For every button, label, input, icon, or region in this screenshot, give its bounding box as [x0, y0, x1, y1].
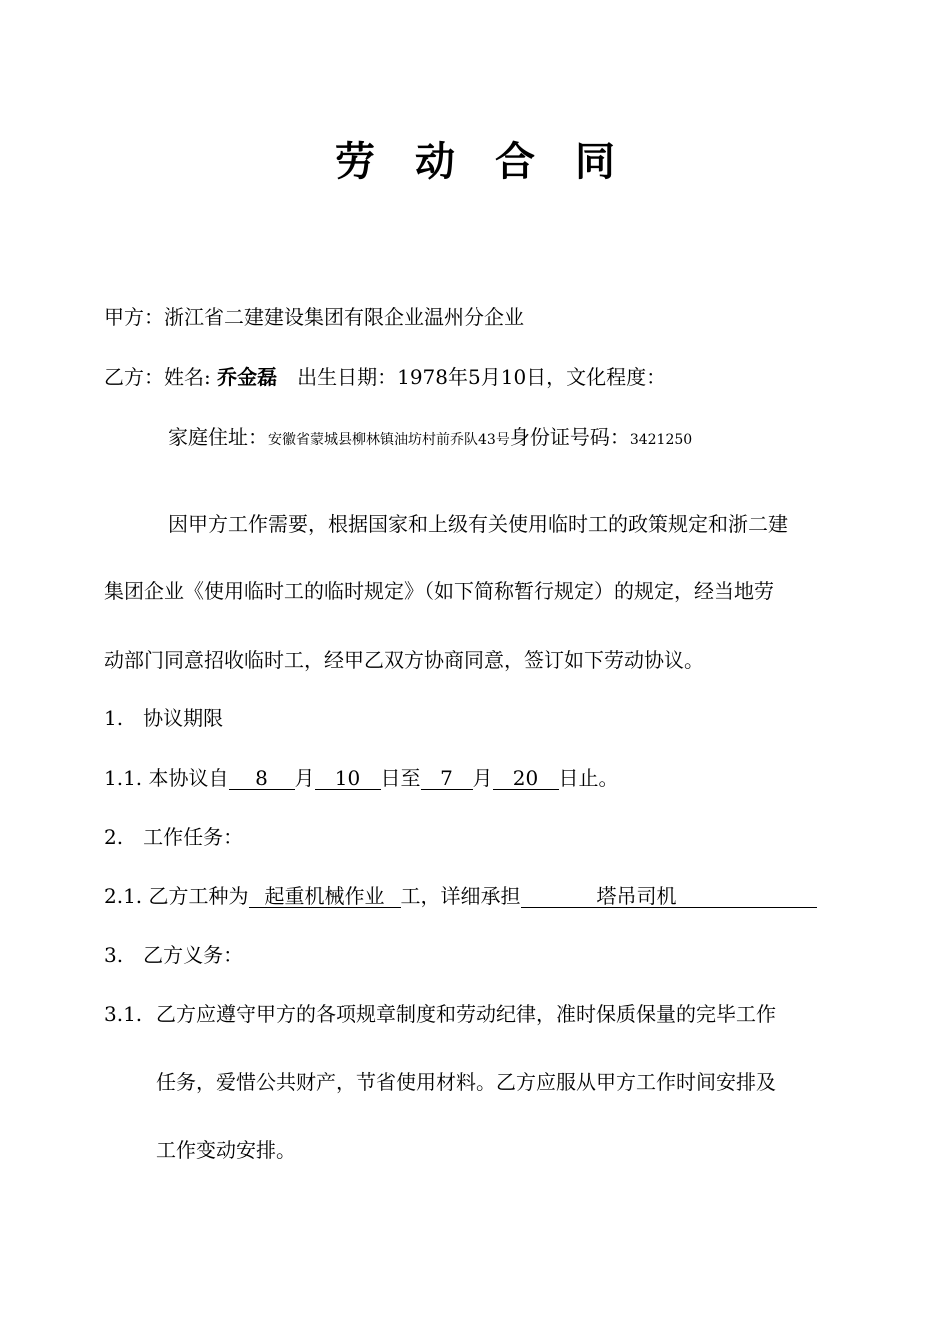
- party-b-birth: 出生日期：1978年5月10日，文化程度：: [297, 365, 667, 389]
- clause-2-1-prefix: 2.1. 乙方工种为: [104, 884, 249, 908]
- start-month-blank: 8: [229, 767, 295, 790]
- title-char: 合: [495, 138, 535, 185]
- end-month-blank: 7: [421, 767, 473, 790]
- party-b-name: 乔金磊: [217, 365, 278, 389]
- duty-value: 塔吊司机: [596, 884, 677, 908]
- trade-blank: 起重机械作业: [249, 885, 401, 908]
- title-char: 劳: [335, 138, 375, 185]
- address-line: [168, 425, 692, 452]
- clause-3-1-line: 乙方应遵守甲方的各项规章制度和劳动纪律，准时保质保量的完毕工作: [156, 1002, 776, 1026]
- clause-2-1-mid: 工，详细承担: [400, 884, 521, 908]
- clause-1-1-prefix: 1.1. 本协议自: [104, 766, 229, 790]
- clause-3-1-number: 3.1.: [104, 1002, 143, 1026]
- id-label: 身份证号码：: [509, 425, 630, 449]
- document-title: [0, 138, 950, 186]
- party-b-line: [104, 365, 666, 389]
- end-day-blank: 20: [493, 767, 559, 790]
- title-char: 动: [415, 138, 455, 185]
- address-label: 家庭住址：: [168, 425, 268, 449]
- month-text: 月: [294, 766, 315, 790]
- intro-line: 动部门同意招收临时工，经甲乙双方协商同意，签订如下劳动协议。: [104, 648, 704, 672]
- title-char: 同: [575, 138, 615, 185]
- intro-line: 因甲方工作需要，根据国家和上级有关使用临时工的政策规定和浙二建: [168, 512, 788, 536]
- intro-line: 集团企业《使用临时工的临时规定》（如下简称暂行规定）的规定，经当地劳: [104, 579, 774, 603]
- duty-blank: [521, 885, 817, 908]
- section-1-heading: 1. 协议期限: [104, 706, 224, 730]
- clause-3-1-line: 工作变动安排。: [156, 1138, 296, 1162]
- party-b-prefix: 乙方：姓名:: [104, 365, 218, 389]
- section-3-heading: 3. 乙方义务：: [104, 943, 244, 967]
- address-value: 安徽省蒙城县柳林镇油坊村前乔队43号: [268, 432, 510, 448]
- day-to-text: 日至: [380, 766, 421, 790]
- section-2-heading: 2. 工作任务：: [104, 825, 244, 849]
- end-text: 日止。: [558, 766, 619, 790]
- month-text: 月: [472, 766, 493, 790]
- clause-3-1-line: 任务，爱惜公共财产，节省使用材料。乙方应服从甲方工作时间安排及: [156, 1070, 776, 1094]
- clause-1-1: [104, 766, 619, 790]
- party-a-line: 甲方：浙江省二建建设集团有限企业温州分企业: [104, 305, 524, 329]
- id-value: 3421250: [629, 432, 693, 448]
- clause-2-1: [104, 884, 817, 908]
- start-day-blank: 10: [315, 767, 381, 790]
